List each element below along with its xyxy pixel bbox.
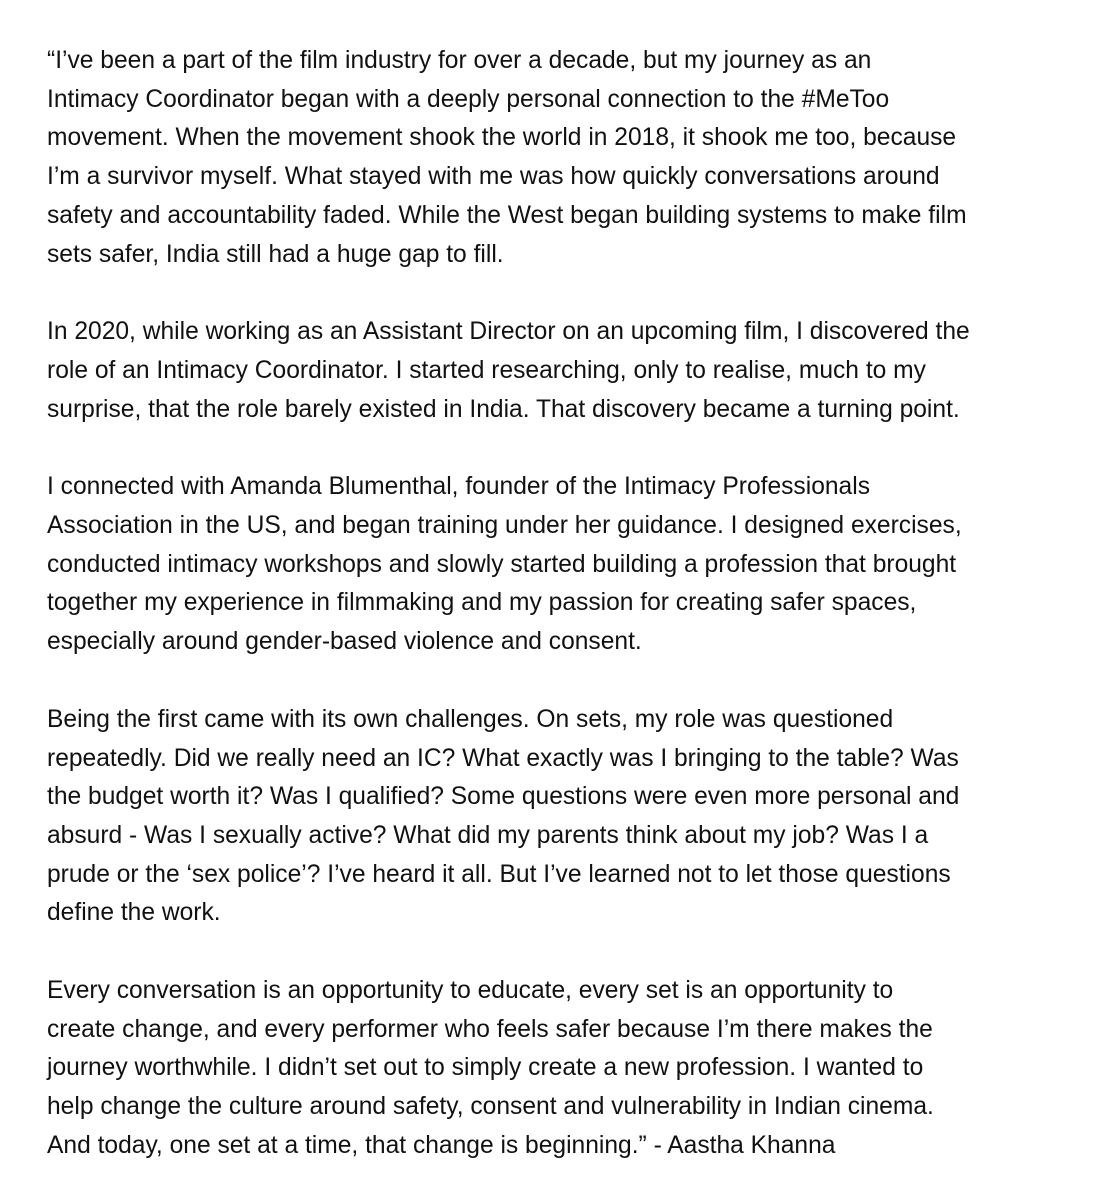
text-line: together my experience in filmmaking and my passion for creating safer spaces, bbox=[47, 589, 917, 617]
text-line: Every conversation is an opportunity to educate, every set is an opportunity to bbox=[47, 977, 894, 1005]
text-line: journey worthwhile. I didn’t set out to simply create a new profession. I wanted to bbox=[47, 1054, 924, 1082]
text-line: define the work. bbox=[47, 899, 221, 927]
text-line: safety and accountability faded. While the West began building systems to make film bbox=[47, 201, 967, 229]
text-line: help change the culture around safety, consent and vulnerability in Indian cinema. bbox=[47, 1093, 934, 1121]
text-line: surprise, that the role barely existed in India. That discovery became a turning point. bbox=[47, 395, 960, 423]
paragraph-conclusion bbox=[47, 972, 1084, 1166]
text-line: absurd - Was I sexually active? What did my parents think about my job? Was I a bbox=[47, 821, 929, 849]
text-line: In 2020, while working as an Assistant Director on an upcoming film, I discovered the bbox=[47, 318, 970, 346]
text-line: Being the first came with its own challenges. On sets, my role was questioned bbox=[47, 705, 894, 733]
text-line: conducted intimacy workshops and slowly started building a profession that brought bbox=[47, 550, 957, 578]
text-line: the budget worth it? Was I qualified? Some questions were even more personal and bbox=[47, 783, 960, 811]
text-line: And today, one set at a time, that change is beginning.” - Aastha Khanna bbox=[47, 1131, 836, 1159]
text-line: role of an Intimacy Coordinator. I started researching, only to realise, much to my bbox=[47, 356, 926, 384]
text-line: movement. When the movement shook the world in 2018, it shook me too, because bbox=[47, 124, 957, 152]
text-line: prude or the ‘sex police’? I’ve heard it all. But I’ve learned not to let those questions bbox=[47, 860, 951, 888]
text-line: create change, and every performer who feels safer because I’m there makes the bbox=[47, 1015, 933, 1043]
text-line: Intimacy Coordinator began with a deeply personal connection to the #MeToo bbox=[47, 85, 890, 113]
text-line: I’m a survivor myself. What stayed with me was how quickly conversations around bbox=[47, 163, 940, 191]
text-line: repeatedly. Did we really need an IC? What exactly was I bringing to the table? Was bbox=[47, 744, 959, 772]
text-line: sets safer, India still had a huge gap to fill. bbox=[47, 240, 504, 268]
paragraph-challenges bbox=[47, 701, 1084, 933]
text-line: especially around gender-based violence and consent. bbox=[47, 628, 642, 656]
text-line: I connected with Amanda Blumenthal, founder of the Intimacy Professionals bbox=[47, 473, 870, 501]
text-line: Association in the US, and began training under her guidance. I designed exercises, bbox=[47, 512, 962, 540]
text-line: “I’ve been a part of the film industry for over a decade, but my journey as an bbox=[47, 47, 872, 74]
paragraph-training bbox=[47, 468, 1084, 662]
paragraph-discovery bbox=[47, 313, 1084, 429]
paragraph-metoo-connection bbox=[47, 42, 1084, 274]
